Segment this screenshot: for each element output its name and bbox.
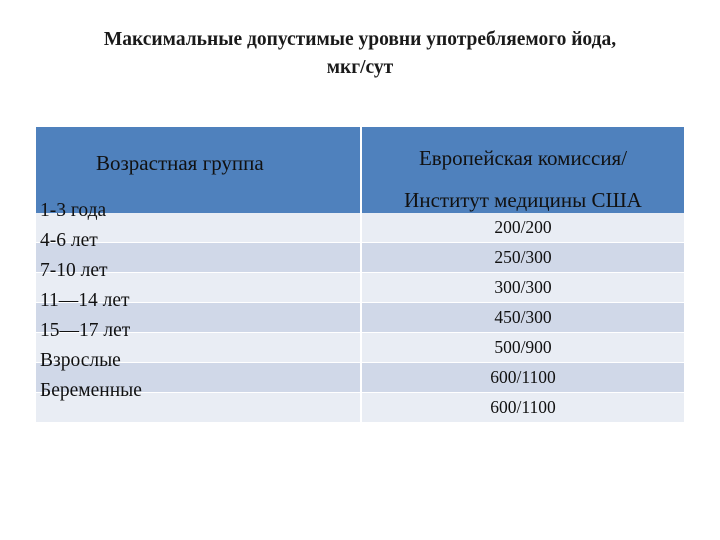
age-group-label: 1-3 года (40, 200, 107, 221)
slide-title-line-1: Максимальные допустимые уровни употребляемого йода, (103, 29, 617, 50)
header-institute-line: Институт медицины США (404, 188, 642, 212)
age-group-label: 4-6 лет (40, 230, 98, 251)
level-value-cell: 300/300 (360, 273, 684, 302)
age-group-cell (36, 380, 360, 422)
level-value-cell: 600/1100 (360, 393, 684, 422)
table-row (36, 380, 684, 422)
level-value-cell: 600/1100 (360, 363, 684, 392)
age-group-label: Взрослые (40, 350, 121, 371)
header-commission-institute (360, 127, 684, 213)
slide-title-line-2: мкг/сут (326, 57, 394, 78)
level-value-cell: 450/300 (360, 303, 684, 332)
level-value-cell: 500/900 (360, 333, 684, 362)
header-commission-line: Европейская комиссия/ (418, 146, 628, 170)
level-value-cell: 250/300 (360, 243, 684, 272)
iodine-levels-table (36, 127, 684, 422)
age-group-label: 11—14 лет (40, 290, 130, 311)
slide-title (20, 26, 700, 82)
level-value-cell: 200/200 (360, 213, 684, 242)
age-group-label: 15—17 лет (40, 320, 131, 341)
age-group-label: 7-10 лет (40, 260, 108, 281)
header-age-group: Возрастная группа (96, 151, 264, 175)
age-group-label: Беременные (40, 380, 142, 401)
